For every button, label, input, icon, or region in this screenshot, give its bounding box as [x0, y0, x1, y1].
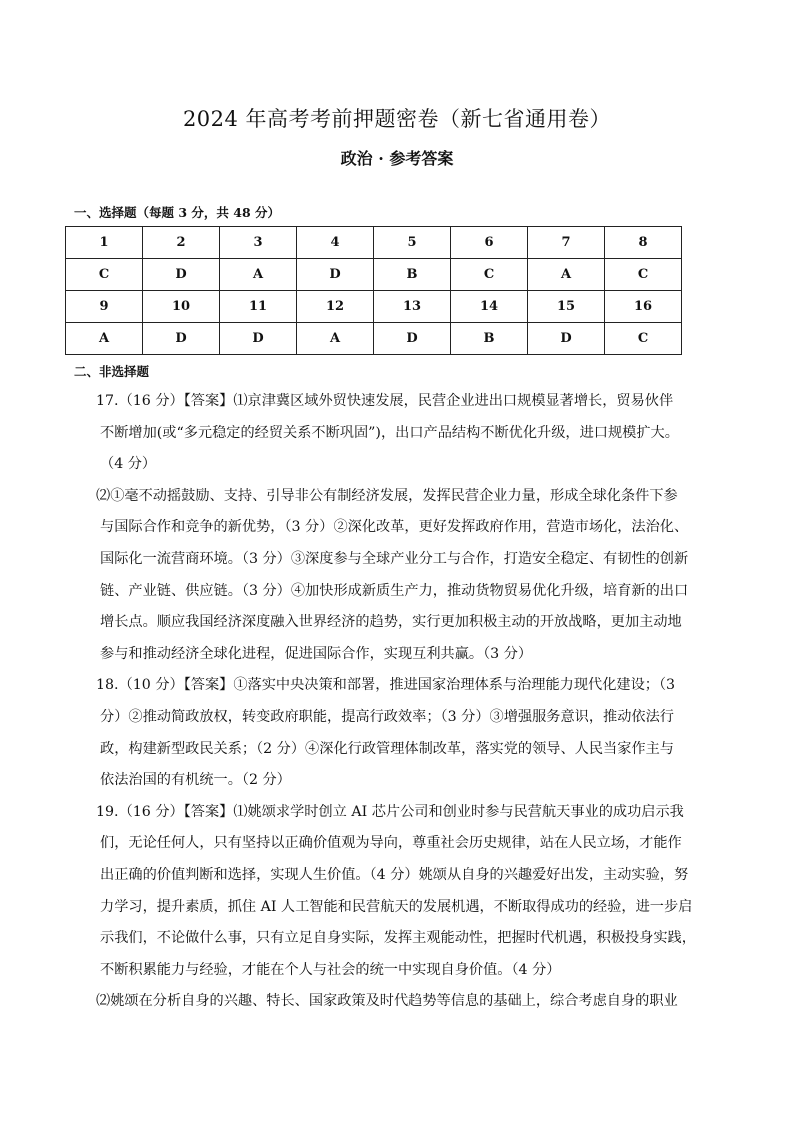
question-number: 10 [143, 291, 220, 323]
text-line: 链、产业链、供应链。（3 分）④加快形成新质生产力，推动货物贸易优化升级，培育新的出口 [100, 582, 689, 599]
question-number: 4 [297, 227, 374, 259]
question-number: 8 [605, 227, 682, 259]
text-line: 17.（16 分）【答案】⑴京津冀区域外贸快速发展，民营企业进出口规模显著增长，贸易伙伴 [96, 393, 674, 409]
question-number: 2 [143, 227, 220, 259]
answer-letter: D [143, 259, 220, 291]
answer-letter: D [220, 323, 297, 355]
answer-letter: A [66, 323, 143, 355]
table-row [66, 291, 682, 323]
page-title: 2024 年高考考前押题密卷（新七省通用卷） [182, 107, 612, 131]
answer-letter: C [605, 259, 682, 291]
question-number: 11 [220, 291, 297, 323]
answer-table [65, 226, 682, 355]
text-line: 参与和推动经济全球化进程，促进国际合作，实现互利共赢。（3 分） [100, 645, 533, 662]
answer-letter: D [143, 323, 220, 355]
text-line: 增长点。顺应我国经济深度融入世界经济的趋势，实行更加积极主动的开放战略，更加主动地 [100, 614, 682, 631]
text-line: 不断增加(或“多元稳定的经贸关系不断巩固”)，出口产品结构不断优化升级，进口规模扩大。 [100, 424, 679, 441]
text-line: 19.（16 分）【答案】⑴姚颂求学时创立 AI 芯片公司和创业时参与民营航天事业的成功启示我 [96, 803, 684, 820]
answer-letter: B [374, 259, 451, 291]
table-row [66, 323, 682, 355]
answer-letter: C [66, 259, 143, 291]
question-number: 9 [66, 291, 143, 323]
text-line: 18.（10 分）【答案】①落实中央决策和部署，推进国家治理体系与治理能力现代化建设；（3 [96, 677, 676, 694]
section-choice-heading: 一、选择题（每题 3 分，共 48 分） [74, 205, 281, 220]
answer-letter: C [451, 259, 528, 291]
text-line: 政，构建新型政民关系；（2 分）④深化行政管理体制改革，落实党的领导、人民当家作主与 [100, 740, 674, 757]
text-line: 与国际合作和竞争的新优势，（3 分）②深化改革，更好发挥政府作用，营造市场化，法治化、 [100, 519, 689, 536]
answer-letter: C [605, 323, 682, 355]
answer-letter: A [220, 259, 297, 291]
question-number: 5 [374, 227, 451, 259]
table-row [66, 227, 682, 259]
text-line: ⑵姚颂在分析自身的兴趣、特长、国家政策及时代趋势等信息的基础上，综合考虑自身的职业 [96, 993, 678, 1010]
text-line: （4 分） [100, 456, 157, 473]
table-row [66, 259, 682, 291]
question-number: 14 [451, 291, 528, 323]
section-nonchoice-heading: 二、非选择题 [74, 364, 150, 379]
answer-letter: A [528, 259, 605, 291]
text-line: 们，无论任何人，只有坚持以正确价值观为导向，尊重社会历史规律，站在人民立场，才能作 [100, 835, 682, 852]
text-line: ⑵①毫不动摇鼓励、支持、引导非公有制经济发展，发挥民营企业力量，形成全球化条件下参 [96, 487, 678, 504]
answer-letter: A [297, 323, 374, 355]
text-line: 分）②推动简政放权，转变政府职能，提高行政效率；（3 分）③增强服务意识，推动依法行 [100, 708, 674, 725]
text-line: 国际化一流营商环境。（3 分）③深度参与全球产业分工与合作，打造安全稳定、有韧性的创新 [100, 550, 689, 567]
question-number: 6 [451, 227, 528, 259]
text-line: 依法治国的有机统一。（2 分） [100, 772, 291, 789]
page-subtitle: 政治 · 参考答案 [340, 149, 454, 168]
answer-letter: D [528, 323, 605, 355]
question-number: 15 [528, 291, 605, 323]
answer-letter: B [451, 323, 528, 355]
question-number: 7 [528, 227, 605, 259]
question-number: 13 [374, 291, 451, 323]
text-line: 示我们，不论做什么事，只有立足自身实际，发挥主观能动性，把握时代机遇，积极投身实践， [100, 930, 696, 947]
answer-body [96, 386, 696, 1018]
question-number: 1 [66, 227, 143, 259]
answer-letter: D [374, 323, 451, 355]
text-line: 力学习，提升素质，抓住 AI 人工智能和民营航天的发展机遇，不断取得成功的经验，进一步启 [100, 898, 693, 915]
question-number: 16 [605, 291, 682, 323]
text-line: 出正确的价值判断和选择，实现人生价值。（4 分）姚颂从自身的兴趣爱好出发，主动实验，努 [100, 866, 689, 883]
text-line: 不断积累能力与经验，才能在个人与社会的统一中实现自身价值。（4 分） [100, 961, 561, 978]
answer-letter: D [297, 259, 374, 291]
question-number: 12 [297, 291, 374, 323]
question-number: 3 [220, 227, 297, 259]
